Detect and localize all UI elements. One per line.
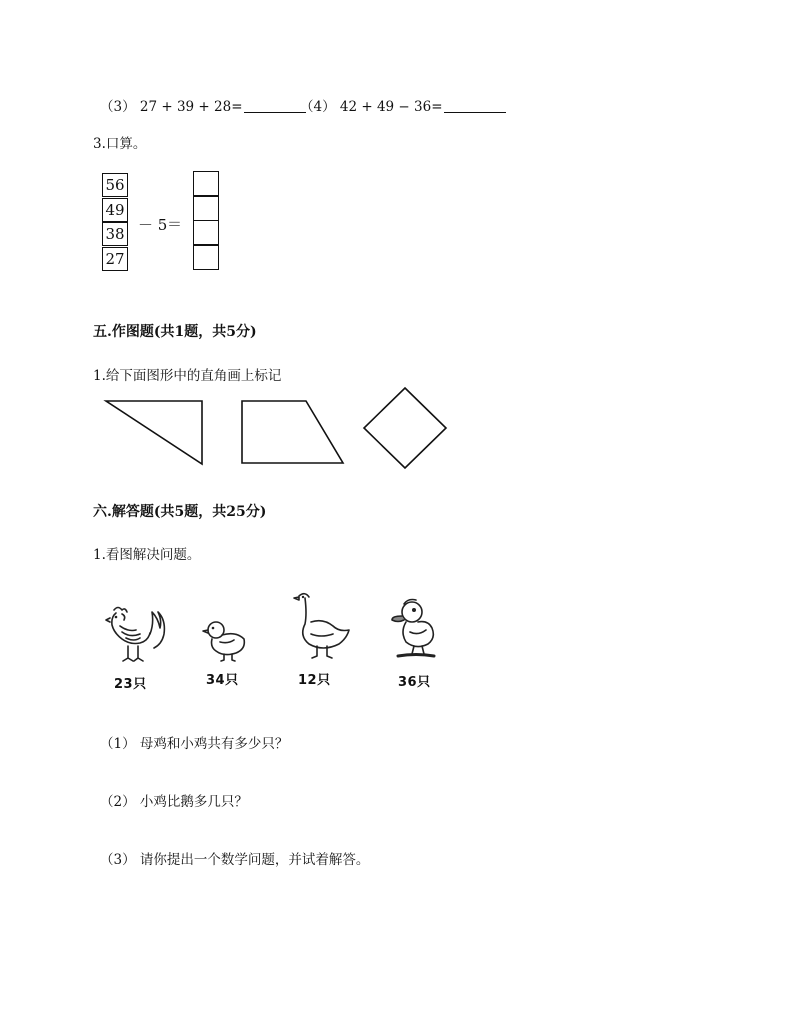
subquestion-1 xyxy=(100,732,288,752)
rooster-count: 23只 xyxy=(114,677,147,692)
problem-3-label: （3） xyxy=(100,99,136,115)
right-triangle-shape[interactable] xyxy=(106,401,202,464)
chick-icon xyxy=(202,618,248,662)
section-6-heading: 六.解答题(共5题，共25分) xyxy=(93,504,267,520)
subquestion-3-label: （3） xyxy=(100,852,136,868)
goose-count: 12只 xyxy=(298,673,331,688)
answer-box[interactable] xyxy=(193,171,219,196)
problem-3-expr: 27 + 39 + 28= xyxy=(139,99,243,115)
section-3-title: 3.口算。 xyxy=(93,136,147,152)
section-5-question: 1.给下面图形中的直角画上标记 xyxy=(93,368,282,384)
section-5-heading: 五.作图题(共1题，共5分) xyxy=(93,324,257,340)
subquestion-2-text: 小鸡比鹅多几只？ xyxy=(139,794,248,810)
number-box: 49 xyxy=(102,198,128,222)
rooster-icon xyxy=(104,604,166,664)
problem-4-answer-blank[interactable] xyxy=(444,98,506,113)
problem-4-expr: 42 + 49 − 36= xyxy=(339,99,443,115)
goose-icon xyxy=(291,590,351,660)
equals-sign: ＝ xyxy=(167,215,183,233)
section-6-question: 1.看图解决问题。 xyxy=(93,547,201,563)
subquestion-2-label: （2） xyxy=(100,794,136,810)
subquestion-1-label: （1） xyxy=(100,736,136,752)
chick-count: 34只 xyxy=(206,673,239,688)
duck-count: 36只 xyxy=(398,675,431,690)
square-diamond-shape[interactable] xyxy=(364,388,446,468)
subquestion-3-text: 请你提出一个数学问题，并试着解答。 xyxy=(139,852,370,868)
problem-3 xyxy=(100,95,306,115)
subquestion-2 xyxy=(100,790,248,810)
answer-box[interactable] xyxy=(193,220,219,245)
trapezoid-shape[interactable] xyxy=(242,401,343,463)
number-box: 38 xyxy=(102,222,128,246)
subquestion-3 xyxy=(100,848,369,868)
problem-4 xyxy=(300,95,506,115)
answer-box[interactable] xyxy=(193,196,219,221)
number-box: 56 xyxy=(102,173,128,197)
answer-box[interactable] xyxy=(193,245,219,270)
number-box: 27 xyxy=(102,247,128,271)
problem-4-label: （4） xyxy=(300,99,336,115)
duck-icon xyxy=(390,598,440,662)
subtract-operator: － 5 xyxy=(138,216,168,234)
problem-3-answer-blank[interactable] xyxy=(244,98,306,113)
subquestion-1-text: 母鸡和小鸡共有多少只？ xyxy=(139,736,289,752)
